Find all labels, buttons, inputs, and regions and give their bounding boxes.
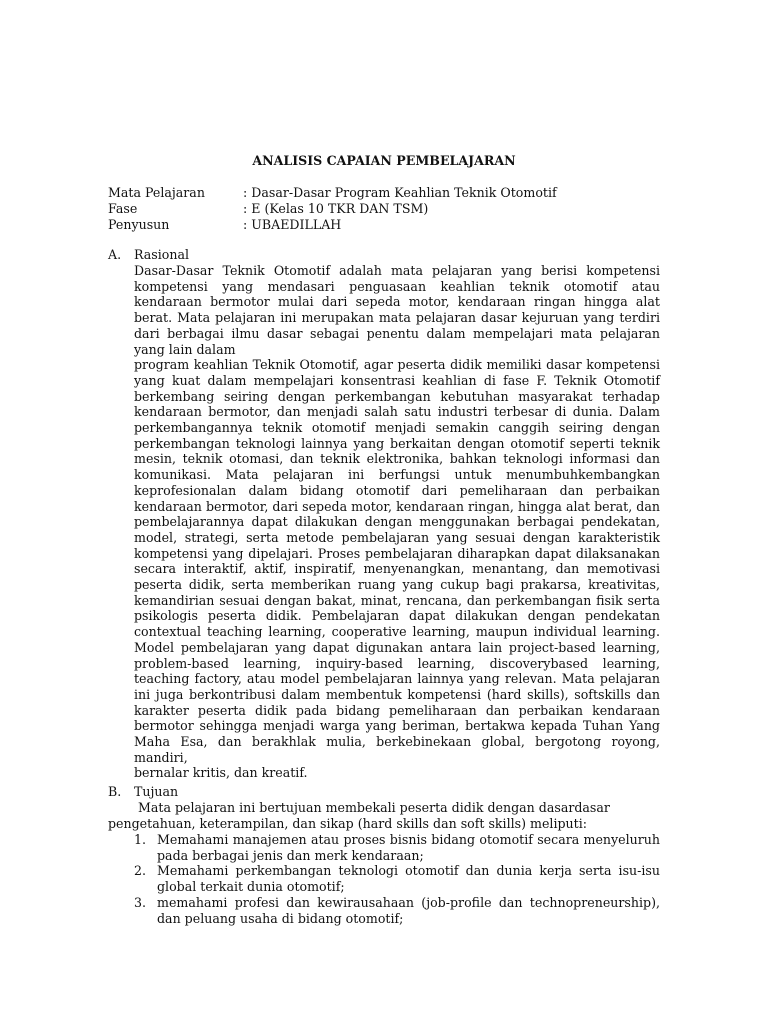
section-a-line: berat. Mata pelajaran ini merupakan mata pelajaran dasar kejuruan yang terdiri	[134, 310, 660, 326]
section-a-line: kompetensi yang mendasari penguasaan keahlian teknik otomotif atau	[134, 278, 660, 294]
section-a-line: psikologis peserta didik. Pembelajaran dapat dilakukan dengan pendekatan	[134, 608, 660, 624]
section-a-line: Maha Esa, dan berakhlak mulia, berkebinekaan global, bergotong royong,	[134, 734, 660, 749]
meta-value-author: : UBAEDILLAH	[243, 217, 342, 232]
meta-label-subject: Mata Pelajaran	[108, 185, 205, 200]
section-a-line: secara interaktif, aktif, inspiratif, menyenangkan, menantang, dan memotivasi	[134, 561, 660, 577]
section-a-line: perkembangan teknologi lainnya yang berkaitan dengan otomotif seperti teknik	[134, 435, 660, 451]
list-item-line: Memahami perkembangan teknologi otomotif dan dunia kerja serta isu-isu	[157, 863, 660, 879]
list-item-number: 3.	[134, 894, 147, 910]
section-a-line: kendaraan bermotor mulai dari sepeda motor, kendaraan ringan hingga alat	[134, 294, 660, 310]
section-a-line: yang kuat dalam mempelajari konsentrasi keahlian di fase F. Teknik Otomotif	[134, 372, 660, 388]
section-a-line: berkembang seiring dengan perkembangan kebutuhan masyarakat terhadap	[134, 388, 660, 404]
section-a-line: keprofesionalan dalam bidang otomotif dari pemeliharaan dan perbaikan	[134, 482, 660, 498]
meta-label-author: Penyusun	[108, 217, 170, 232]
section-a-line: Dasar-Dasar Teknik Otomotif adalah mata pelajaran yang berisi kompetensi	[134, 263, 660, 278]
section-a-line: problem-based learning, inquiry-based learning, discoverybased learning,	[134, 655, 660, 671]
section-a-line: ini juga berkontribusi dalam membentuk kompetensi (hard skills), softskills dan	[134, 686, 660, 702]
section-a-line: kompetensi yang dipelajari. Proses pembelajaran diharapkan dapat dilaksanakan	[134, 545, 660, 561]
meta-label-phase: Fase	[108, 201, 138, 216]
section-a-line: bernalar kritis, dan kreatif.	[134, 765, 308, 781]
section-a-line: bermotor sehingga menjadi warga yang beriman, bertakwa kepada Tuhan Yang	[134, 718, 660, 734]
list-item-number: 1.	[134, 832, 147, 847]
section-b-intro-line: pengetahuan, keterampilan, dan sikap (hard skills dan soft skills) meliputi:	[108, 816, 587, 831]
section-a-line: peserta didik, serta memberikan ruang yang cukup bagi prakarsa, kreativitas,	[134, 577, 660, 592]
section-a-line: komunikasi. Mata pelajaran ini berfungsi untuk menumbuhkembangkan	[134, 467, 660, 483]
section-a-line: model, strategi, serta metode pembelajaran yang sesuai dengan karakteristik	[134, 529, 660, 545]
section-a-line: perkembangannya teknik otomotif menjadi semakin canggih seiring dengan	[134, 420, 660, 435]
meta-value-phase: : E (Kelas 10 TKR DAN TSM)	[243, 201, 429, 216]
section-b-heading: Tujuan	[134, 784, 179, 799]
list-item-line: memahami profesi dan kewirausahaan (job-profile dan technopreneurship),	[157, 894, 660, 910]
section-b-marker: B.	[108, 784, 122, 799]
list-item-line: Memahami manajemen atau proses bisnis bidang otomotif secara menyeluruh	[157, 832, 660, 847]
meta-value-subject: : Dasar-Dasar Program Keahlian Teknik Otomotif	[243, 185, 557, 200]
section-a-line: teaching factory, atau model pembelajaran lainnya yang relevan. Mata pelajaran	[134, 671, 660, 687]
section-b-intro-line: Mata pelajaran ini bertujuan membekali peserta didik dengan dasardasar	[138, 800, 610, 815]
list-item-number: 2.	[134, 863, 147, 879]
section-a-line: mesin, teknik otomasi, dan teknik elektronika, bahkan teknologi informasi dan	[134, 451, 660, 467]
document-title: ANALISIS CAPAIAN PEMBELAJARAN	[252, 153, 516, 168]
section-a-line: kendaraan bermotor, dari sepeda motor, kendaraan ringan, hingga alat berat, dan	[134, 498, 660, 514]
section-a-line: yang lain dalam	[134, 341, 236, 357]
section-a-line: karakter peserta didik pada bidang pemeliharaan dan perbaikan kendaraan	[134, 702, 660, 718]
list-item-line: dan peluang usaha di bidang otomotif;	[157, 910, 404, 926]
section-a-line: pembelajarannya dapat dilakukan dengan menggunakan berbagai pendekatan,	[134, 514, 660, 530]
section-a-line: kendaraan bermotor, dan menjadi salah satu industri terbesar di dunia. Dalam	[134, 404, 660, 420]
section-a-heading: Rasional	[134, 247, 189, 262]
section-a-line: Model pembelajaran yang dapat digunakan antara lain project-based learning,	[134, 639, 660, 655]
section-a-marker: A.	[108, 247, 122, 262]
list-item-line: pada berbagai jenis dan merk kendaraan;	[157, 847, 424, 863]
section-a-line: dari berbagai ilmu dasar sebagai penentu dalam mempelajari mata pelajaran	[134, 325, 660, 341]
list-item-line: global terkait dunia otomotif;	[157, 879, 345, 895]
section-a-line: program keahlian Teknik Otomotif, agar peserta didik memiliki dasar kompetensi	[134, 357, 660, 373]
section-a-line: kemandirian sesuai dengan bakat, minat, rencana, dan perkembangan fisik serta	[134, 592, 660, 608]
section-a-line: mandiri,	[134, 749, 188, 765]
section-a-line: contextual teaching learning, cooperative learning, maupun individual learning.	[134, 624, 660, 640]
